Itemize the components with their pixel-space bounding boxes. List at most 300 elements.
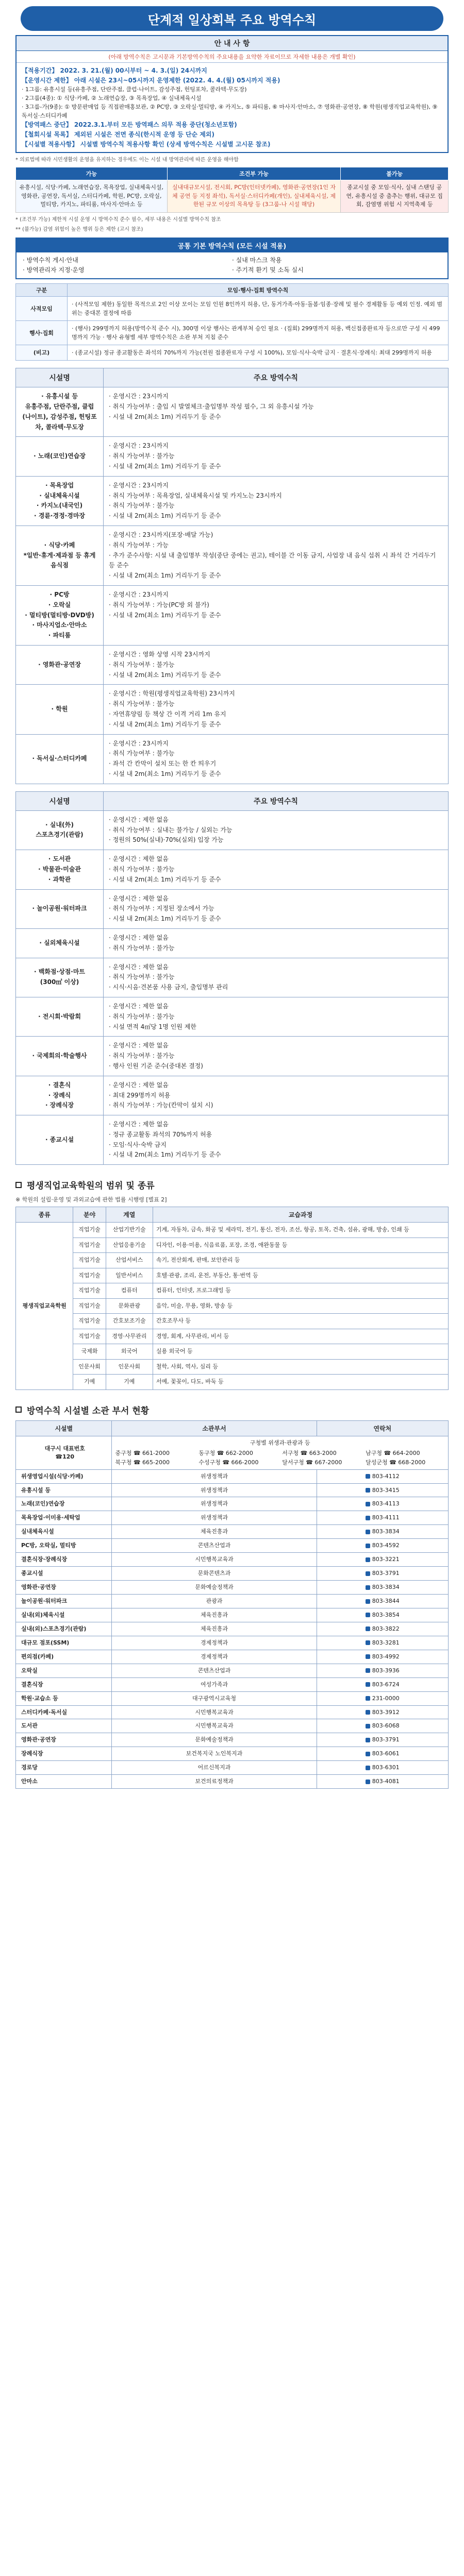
facility-rules bbox=[104, 1115, 449, 1165]
edu-header-series: 계열 bbox=[106, 1207, 153, 1223]
dept-header-dept: 소관부서 bbox=[112, 1420, 317, 1436]
facility-rule-line: · 시설 내 2m(최소 1m) 거리두기 등 준수 bbox=[109, 770, 221, 777]
dept-row bbox=[16, 1497, 449, 1511]
dept-section-title: 방역수칙 시설별 소관 부서 현황 bbox=[27, 1405, 150, 1416]
phone-icon bbox=[366, 1557, 370, 1562]
phone-icon bbox=[366, 1613, 370, 1617]
facility-rule-line: · 정규 종교활동 좌석의 70%까지 허용 bbox=[109, 1130, 212, 1138]
dept-tel-cell bbox=[317, 1636, 448, 1650]
dept-row bbox=[16, 1691, 449, 1705]
facility-rule-line: · 취식 가능여부 : 불가능 bbox=[109, 973, 175, 981]
facility-rule-line: · 시설 내 2m(최소 1m) 거리두기 등 준수 bbox=[109, 463, 221, 470]
edu-field: 직업기술 bbox=[73, 1238, 106, 1253]
facility-rules bbox=[104, 437, 449, 476]
facility-name: · 놀이공원·워터파크 bbox=[16, 889, 104, 928]
dept-tel: 803-3791 bbox=[372, 1570, 400, 1577]
facility-name: · 결혼식 · 장례식 · 장례식장 bbox=[16, 1076, 104, 1115]
edu-table bbox=[15, 1207, 449, 1390]
dept-tel-cell bbox=[317, 1553, 448, 1567]
edu-course: 디자인, 이용·미용, 식음료품, 포장, 조경, 애완동물 등 bbox=[153, 1238, 448, 1253]
facility-row bbox=[16, 646, 449, 685]
dept-tel-cell bbox=[317, 1622, 448, 1636]
rules-header-content: 모임·행사·집회 방역수칙 bbox=[68, 284, 449, 297]
stage-allowed: 유흥시설, 식당·카페, 노래연습장, 목욕장업, 실내체육시설, 영화관, 공연장, 독서실, 스터디카페, 학원, PC방, 오락실, 멀티방, 카지노, 파티룸, 마사지·안마소 등 bbox=[16, 180, 168, 213]
facility-table-1 bbox=[15, 368, 449, 784]
dept-facility: 학원·교습소 등 bbox=[16, 1691, 112, 1705]
stage-header-banned: 불가능 bbox=[341, 167, 449, 180]
dept-row bbox=[16, 1469, 449, 1483]
checkbox-square-icon bbox=[15, 1406, 22, 1413]
dept-row bbox=[16, 1761, 449, 1775]
edu-series: 산업응용기술 bbox=[106, 1238, 153, 1253]
facility-rule-line: · 운영시간 : 제한 없음 bbox=[109, 1002, 169, 1010]
facility-rule-line: · 운영시간 : 학원(평생직업교육학원) 23시까지 bbox=[109, 690, 235, 698]
stage-note-1: * (조건부 가능) 제한적 시설 운영 시 방역수칙 준수 필수, 세부 내용은 시설별 방역수칙 참조 bbox=[15, 216, 221, 223]
facility-rules bbox=[104, 646, 449, 685]
dept-tel-cell bbox=[317, 1525, 448, 1539]
facility-name: · 유흥시설 등 유흥주점, 단란주점, 클럽(나이트), 감성주점, 헌팅포차, 콜라텍·무도장 bbox=[16, 387, 104, 437]
edu-header-kind: 종류 bbox=[16, 1207, 73, 1223]
dept-tel-cell bbox=[317, 1608, 448, 1622]
facility-row bbox=[16, 1037, 449, 1076]
facility-rule-line: · 운영시간 : 제한 없음 bbox=[109, 1081, 169, 1089]
facility-row bbox=[16, 997, 449, 1036]
dept-row bbox=[16, 1581, 449, 1595]
dept-tel-cell bbox=[317, 1705, 448, 1719]
phone-icon bbox=[366, 1640, 370, 1645]
facility-rule-line: · 시설 내 2m(최소 1m) 거리두기 등 준수 bbox=[109, 1151, 221, 1159]
rules-row-text: · (종교시설) 정규 종교활동은 좌석의 70%까지 가능(전원 접종완료자 구성 시 100%), 모임·식사·숙박 금지 · 결혼식·장례식: 최대 299명까지 허용 bbox=[68, 345, 449, 361]
dept-name: 문화예술정책과 bbox=[112, 1733, 317, 1747]
edu-field: 직업기술 bbox=[73, 1329, 106, 1344]
dept-facility: 편의점(카페) bbox=[16, 1650, 112, 1664]
page-title: 단계적 일상회복 주요 방역수칙 bbox=[21, 6, 443, 31]
facility-row bbox=[16, 810, 449, 850]
facility-name: · 식당·카페 *일반·휴게·제과점 등 휴게음식점 bbox=[16, 526, 104, 586]
edu-field: 직업기술 bbox=[73, 1283, 106, 1299]
facility-rules bbox=[104, 958, 449, 997]
facility-row bbox=[16, 685, 449, 734]
edu-field: 기예 bbox=[73, 1375, 106, 1390]
guidance-line: · 3그룹-가(9종): ① 방문판매업 등 직접판매홍보관, ② PC방, ③ 오락실·멀티방, ④ 카지노, ⑤ 파티룸, ⑥ 마사지·안마소, ⑦ 영화관·공연장, ⑧ 학원(평생직업교육학원), ⑨ 독서실·스터디카페 bbox=[22, 104, 438, 120]
dept-name: 어르신복지과 bbox=[112, 1761, 317, 1775]
phone-icon bbox=[366, 1738, 370, 1742]
facility-name: · 도서관 · 박물관·미술관 · 과학관 bbox=[16, 850, 104, 889]
facility-rule-line: · 시설 면적 4㎡당 1명 인원 제한 bbox=[109, 1023, 196, 1030]
dept-tel-cell bbox=[317, 1775, 448, 1789]
dept-row bbox=[16, 1622, 449, 1636]
facility-rules bbox=[104, 526, 449, 586]
edu-course: 음악, 미술, 무용, 영화, 방송 등 bbox=[153, 1298, 448, 1314]
edu-series: 문화관광 bbox=[106, 1298, 153, 1314]
common-rules-title: 공통 기본 방역수칙 (모든 시설 적용) bbox=[16, 239, 448, 252]
stage-header-conditional: 조건부 가능 bbox=[167, 167, 341, 180]
dept-facility: 장례식장 bbox=[16, 1747, 112, 1761]
gu-contact: 달서구청 ☎ 667-2000 bbox=[282, 1459, 342, 1466]
facility-row bbox=[16, 387, 449, 437]
dept-tel: 803-4592 bbox=[372, 1542, 400, 1549]
dept-name: 대구광역시교육청 bbox=[112, 1691, 317, 1705]
edu-course: 컴퓨터, 인터넷, 프로그래밍 등 bbox=[153, 1283, 448, 1299]
dept-facility: 실내체육시설 bbox=[16, 1525, 112, 1539]
guidance-line: 【적용기간】 2022. 3. 21.(월) 00시부터 ~ 4. 3.(일) 24시까지 bbox=[22, 67, 207, 74]
dept-facility: 경로당 bbox=[16, 1761, 112, 1775]
edu-series: 외국어 bbox=[106, 1344, 153, 1360]
edu-row bbox=[16, 1314, 449, 1329]
dept-tel-cell bbox=[317, 1483, 448, 1497]
edu-row bbox=[16, 1344, 449, 1360]
edu-series: 경영·사무관리 bbox=[106, 1329, 153, 1344]
dept-row bbox=[16, 1636, 449, 1650]
dept-name: 여성가족과 bbox=[112, 1677, 317, 1691]
gu-contact: 서구청 ☎ 663-2000 bbox=[282, 1449, 337, 1456]
dept-facility: 안마소 bbox=[16, 1775, 112, 1789]
facility-rule-line: · 시식·시음·견본품 사용 금지, 출입명부 관리 bbox=[109, 984, 228, 991]
facility-name: · 백화점·상점·마트 (300㎡ 이상) bbox=[16, 958, 104, 997]
facility-rule-line: · 시설 내 2m(최소 1m) 거리두기 등 준수 bbox=[109, 572, 221, 580]
facility-name: · 독서실·스터디카페 bbox=[16, 734, 104, 784]
dept-name: 보건복지국 노인복지과 bbox=[112, 1747, 317, 1761]
facility-rule-line: · 운영시간 : 제한 없음 bbox=[109, 1042, 169, 1049]
facility-rule-line: · 시설 내 2m(최소 1m) 거리두기 등 준수 bbox=[109, 720, 221, 728]
dept-header-facility: 시설별 bbox=[16, 1420, 112, 1436]
facility-name: · 영화관·공연장 bbox=[16, 646, 104, 685]
facility-name: · 국제회의·학술행사 bbox=[16, 1037, 104, 1076]
facility-row bbox=[16, 928, 449, 958]
dept-tel: 803-3834 bbox=[372, 1528, 400, 1535]
phone-icon bbox=[366, 1766, 370, 1770]
facility-rule-line: · 취식 가능여부 : 불가능 bbox=[109, 1052, 175, 1060]
stage-note-2: ** (불가능) 감염 위험이 높은 행위 등은 제한 (고시 참조) bbox=[15, 226, 143, 232]
edu-row bbox=[16, 1238, 449, 1253]
facility-rule-line: · 최대 299명까지 허용 bbox=[109, 1091, 171, 1099]
facility-rule-line: · 취식 가능여부 : 실내는 불가능 / 실외는 가능 bbox=[109, 826, 233, 834]
facility-name: · 노래(코인)연습장 bbox=[16, 437, 104, 476]
facility-row bbox=[16, 476, 449, 526]
facility-rule-line: · 운영시간 : 23시까지(포장·배달 가능) bbox=[109, 531, 213, 539]
dept-tel-cell bbox=[317, 1497, 448, 1511]
dept-row bbox=[16, 1539, 449, 1553]
dept-name: 보건의료정책과 bbox=[112, 1775, 317, 1789]
dept-tel: 803-4111 bbox=[372, 1514, 400, 1521]
edu-series: 산업서비스 bbox=[106, 1253, 153, 1268]
edu-row bbox=[16, 1375, 449, 1390]
gu-contact: 달성군청 ☎ 668-2000 bbox=[366, 1459, 426, 1466]
phone-icon bbox=[366, 1585, 370, 1590]
dept-facility: 도서관 bbox=[16, 1719, 112, 1733]
phone-icon bbox=[366, 1654, 370, 1659]
dept-row bbox=[16, 1747, 449, 1761]
facility-rule-line: · 시설 내 2m(최소 1m) 거리두기 등 준수 bbox=[109, 413, 221, 420]
facility-header-rules: 주요 방역수칙 bbox=[104, 368, 449, 387]
facility-rule-line: · 운영시간 : 23시까지 bbox=[109, 739, 169, 747]
stage-conditional: 실내대규모시설, 전시회, PC방(인터넷카페), 영화관·공연장(1인 자체 공연 등 지정 좌석), 독서실·스터디카페(개인), 실내체육시설, 제한된 규모 이상의 목욕탕 등 (3그룹-나 시설 해당) bbox=[167, 180, 341, 213]
facility-name: · 종교시설 bbox=[16, 1115, 104, 1165]
gu-contact: 수성구청 ☎ 666-2000 bbox=[198, 1459, 259, 1466]
rules-row-label: 사적모임 bbox=[16, 297, 68, 321]
facility-rule-line: · 운영시간 : 23시까지 bbox=[109, 591, 169, 599]
facility-rule-line: · 행사 인원 기준 준수(중대본 결정) bbox=[109, 1062, 203, 1070]
facility-rules bbox=[104, 586, 449, 646]
dept-facility: 실내(외)스포츠경기(관람) bbox=[16, 1622, 112, 1636]
dept-tel: 803-3844 bbox=[372, 1598, 400, 1605]
facility-rule-line: · 운영시간 : 제한 없음 bbox=[109, 1121, 169, 1128]
rules-row bbox=[16, 297, 449, 321]
dept-tel-cell bbox=[317, 1761, 448, 1775]
common-rules-box bbox=[15, 238, 449, 279]
edu-series: 인문사회 bbox=[106, 1359, 153, 1375]
facility-rule-line: · 시설 내 2m(최소 1m) 거리두기 등 준수 bbox=[109, 671, 221, 679]
gu-contact: 남구청 ☎ 664-2000 bbox=[366, 1449, 420, 1456]
edu-group: 평생직업교육학원 bbox=[16, 1223, 73, 1390]
dept-facility: 위생영업시설(식당·카페) bbox=[16, 1469, 112, 1483]
dept-tel-cell bbox=[317, 1719, 448, 1733]
dept-tel-cell bbox=[317, 1664, 448, 1677]
facility-row bbox=[16, 958, 449, 997]
dept-facility: 영화관·공연장 bbox=[16, 1581, 112, 1595]
dept-row bbox=[16, 1567, 449, 1581]
dept-tel-cell bbox=[317, 1567, 448, 1581]
edu-field: 인문사회 bbox=[73, 1359, 106, 1375]
guidance-heading: 안 내 사 항 bbox=[16, 36, 448, 51]
edu-header-field: 분야 bbox=[73, 1207, 106, 1223]
facility-row bbox=[16, 889, 449, 928]
phone-icon bbox=[366, 1599, 370, 1604]
stage-table bbox=[15, 167, 449, 213]
common-rule-item: · 방역수칙 게시·안내 bbox=[23, 256, 78, 264]
dept-row bbox=[16, 1705, 449, 1719]
edu-section-title: 평생직업교육학원의 범위 및 종류 bbox=[27, 1181, 155, 1192]
facility-row bbox=[16, 1076, 449, 1115]
edu-field: 직업기술 bbox=[73, 1268, 106, 1283]
facility-row bbox=[16, 850, 449, 889]
phone-icon bbox=[366, 1626, 370, 1631]
facility-rule-line: · 운영시간 : 23시까지 bbox=[109, 393, 169, 400]
dept-facility: 목욕장업·이미용·세탁업 bbox=[16, 1511, 112, 1525]
dept-row bbox=[16, 1525, 449, 1539]
facility-table-2 bbox=[15, 791, 449, 1165]
facility-rule-line: · 취식 가능여부 : 불가능 bbox=[109, 944, 175, 952]
edu-row bbox=[16, 1223, 449, 1238]
facility-rules bbox=[104, 387, 449, 437]
facility-rule-line: · 운영시간 : 제한 없음 bbox=[109, 934, 169, 941]
phone-icon bbox=[366, 1516, 370, 1520]
facility-rule-line: · 모임·식사·숙박 금지 bbox=[109, 1141, 167, 1148]
facility-rules bbox=[104, 889, 449, 928]
dept-facility: 대규모 점포(SSM) bbox=[16, 1636, 112, 1650]
facility-rule-line: · 운영시간 : 23시까지 bbox=[109, 481, 169, 489]
guidance-box bbox=[15, 35, 449, 153]
dept-facility: 결혼식장·장례식장 bbox=[16, 1553, 112, 1567]
dept-facility: 유흥시설 등 bbox=[16, 1483, 112, 1497]
dept-tel-cell bbox=[317, 1469, 448, 1483]
facility-rules bbox=[104, 476, 449, 526]
dept-tel-cell bbox=[317, 1581, 448, 1595]
dept-name: 위생정책과 bbox=[112, 1497, 317, 1511]
edu-course: 서예, 꽃꽂이, 다도, 바둑 등 bbox=[153, 1375, 448, 1390]
facility-row bbox=[16, 1115, 449, 1165]
facility-rules bbox=[104, 997, 449, 1036]
edu-series: 일반서비스 bbox=[106, 1268, 153, 1283]
dept-name: 경제정책과 bbox=[112, 1636, 317, 1650]
facility-name: · 전시회·박람회 bbox=[16, 997, 104, 1036]
dept-tel: 803-4113 bbox=[372, 1500, 400, 1507]
edu-section-note: ※ 학원의 설립·운영 및 과외교습에 관한 법률 시행령 [별표 2] bbox=[15, 1196, 167, 1204]
guidance-lines bbox=[16, 63, 448, 152]
facility-rule-line: · 시설 내 2m(최소 1m) 거리두기 등 준수 bbox=[109, 875, 221, 883]
common-rules-list bbox=[16, 252, 448, 278]
gu-contacts bbox=[112, 1436, 449, 1469]
dept-tel: 803-6061 bbox=[372, 1750, 400, 1757]
dept-tel: 803-4081 bbox=[372, 1778, 400, 1785]
gu-contact: 북구청 ☎ 665-2000 bbox=[115, 1459, 170, 1466]
dept-name: 위생정책과 bbox=[112, 1469, 317, 1483]
dept-facility: 종교시설 bbox=[16, 1567, 112, 1581]
dept-tel: 803-4992 bbox=[372, 1653, 400, 1660]
phone-icon bbox=[366, 1530, 370, 1534]
facility-rule-line: · 운영시간 : 23시까지 bbox=[109, 442, 169, 450]
gu-contact: 중구청 ☎ 661-2000 bbox=[115, 1449, 170, 1456]
rules-row-text: · (사적모임 제한) 동일한 목적으로 2인 이상 모이는 모임 인원 8인까지 허용, 단, 동거가족·아동·돌봄·임종·장례 및 필수 경제활동 등 예외 인정. 예외 범위는 중대본 결정에 따름 bbox=[68, 297, 449, 321]
dept-name: 문화예술정책과 bbox=[112, 1581, 317, 1595]
facility-rule-line: · 좌석 간 칸막이 설치 또는 한 칸 띄우기 bbox=[109, 760, 217, 768]
facility-header-rules: 주요 방역수칙 bbox=[104, 791, 449, 810]
facility-row bbox=[16, 526, 449, 586]
dept-name: 문화콘텐츠과 bbox=[112, 1567, 317, 1581]
dept-name: 관광과 bbox=[112, 1595, 317, 1608]
edu-course: 간호조무사 등 bbox=[153, 1314, 448, 1329]
dept-section-heading bbox=[15, 1403, 449, 1416]
dept-name: 체육진흥과 bbox=[112, 1525, 317, 1539]
common-rule-item: · 실내 마스크 착용 bbox=[232, 256, 282, 264]
facility-name: · 학원 bbox=[16, 685, 104, 734]
gu-grid bbox=[115, 1449, 445, 1467]
dept-row bbox=[16, 1664, 449, 1677]
stage-banned: 종교시설 중 모임·식사, 실내 스탠딩 공연, 유흥시설 중 춤추는 행위, 대규모 집회, 감염병 위험 시 지역축제 등 bbox=[341, 180, 449, 213]
facility-rule-line: · 시설 내 2m(최소 1m) 거리두기 등 준수 bbox=[109, 611, 221, 619]
facility-row bbox=[16, 437, 449, 476]
dept-name: 위생정책과 bbox=[112, 1483, 317, 1497]
dept-tel-cell bbox=[317, 1511, 448, 1525]
facility-rules bbox=[104, 685, 449, 734]
dept-name: 시민행복교육과 bbox=[112, 1719, 317, 1733]
facility-header-name: 시설명 bbox=[16, 368, 104, 387]
rules-row bbox=[16, 345, 449, 361]
dept-tel: 231-0000 bbox=[372, 1694, 400, 1702]
edu-field: 직업기술 bbox=[73, 1223, 106, 1238]
phone-icon bbox=[366, 1544, 370, 1548]
facility-rule-line: · 시설 내 2m(최소 1m) 거리두기 등 준수 bbox=[109, 915, 221, 923]
dept-name: 위생정책과 bbox=[112, 1511, 317, 1525]
dept-tel: 803-6724 bbox=[372, 1681, 400, 1688]
edu-row bbox=[16, 1268, 449, 1283]
facility-rules bbox=[104, 928, 449, 958]
guidance-line: 【운영시간 제한】 아래 시설은 23시~05시까지 운영제한 (2022. 4. 4.(월) 05시까지 적용) bbox=[22, 76, 280, 84]
dept-tel: 803-3791 bbox=[372, 1736, 400, 1743]
edu-field: 직업기술 bbox=[73, 1314, 106, 1329]
dept-facility: PC방, 오락실, 멀티방 bbox=[16, 1539, 112, 1553]
edu-field: 국제화 bbox=[73, 1344, 106, 1360]
edu-series: 간호보조기술 bbox=[106, 1314, 153, 1329]
dept-row bbox=[16, 1608, 449, 1622]
edu-row bbox=[16, 1298, 449, 1314]
dept-name: 콘텐츠산업과 bbox=[112, 1664, 317, 1677]
edu-row bbox=[16, 1329, 449, 1344]
facility-rule-line: · 취식 가능여부 : 출입 시 발열체크·출입명부 작성 필수, 그 외 유흥시설 가능 bbox=[109, 403, 314, 411]
dept-name: 시민행복교육과 bbox=[112, 1705, 317, 1719]
dept-tel: 803-3854 bbox=[372, 1611, 400, 1618]
dept-facility: 영화관·공연장 bbox=[16, 1733, 112, 1747]
phone-icon bbox=[366, 1752, 370, 1756]
dept-name: 체육진흥과 bbox=[112, 1622, 317, 1636]
facility-rules bbox=[104, 1037, 449, 1076]
facility-rule-line: · 운영시간 : 제한 없음 bbox=[109, 855, 169, 863]
facility-rule-line: · 취식 가능여부 : 불가능 bbox=[109, 750, 175, 757]
guidance-line: · 2그룹(4종): ① 식당·카페, ② 노래연습장, ③ 목욕장업, ④ 실내체육시설 bbox=[22, 95, 202, 102]
dept-facility: 실내(외)체육시설 bbox=[16, 1608, 112, 1622]
facility-rule-line: · 운영시간 : 영화 상영 시작 23시까지 bbox=[109, 651, 210, 658]
edu-course: 속기, 전산회계, 판매, 보안관리 등 bbox=[153, 1253, 448, 1268]
edu-row bbox=[16, 1283, 449, 1299]
edu-field: 직업기술 bbox=[73, 1253, 106, 1268]
dept-row bbox=[16, 1650, 449, 1664]
facility-rule-line: · 취식 가능여부 : 지정된 장소에서 가능 bbox=[109, 905, 214, 912]
facility-rules bbox=[104, 1076, 449, 1115]
dept-tel-cell bbox=[317, 1733, 448, 1747]
city-hotline: 대구시 대표번호 ☎120 bbox=[16, 1436, 112, 1469]
guidance-line: 【시설별 적용사항】 시설별 방역수칙 적용사항 확인 (상세 방역수칙은 시설별 고시문 참조) bbox=[22, 140, 271, 148]
edu-row bbox=[16, 1359, 449, 1375]
edu-series: 컴퓨터 bbox=[106, 1283, 153, 1299]
dept-row bbox=[16, 1677, 449, 1691]
rules-row bbox=[16, 321, 449, 345]
facility-rule-line: · 추가 준수사항: 시설 내 출입명부 작성(중단 중에는 권고), 테이블 간 이동 금지, 사업장 내 음식 섭취 시 좌석 간 거리두기 등 준수 bbox=[109, 551, 436, 569]
dept-header-tel: 연락처 bbox=[317, 1420, 448, 1436]
facility-rule-line: · 운영시간 : 제한 없음 bbox=[109, 816, 169, 823]
dept-row bbox=[16, 1775, 449, 1789]
facility-rule-line: · 취식 가능여부 : 불가능 bbox=[109, 1012, 175, 1020]
gu-dept-note: 구청별 위생과·관광과 등 bbox=[250, 1439, 310, 1446]
dept-tel: 803-6301 bbox=[372, 1764, 400, 1771]
dept-tel-cell bbox=[317, 1595, 448, 1608]
edu-series: 기예 bbox=[106, 1375, 153, 1390]
phone-icon bbox=[366, 1710, 370, 1715]
rules-header-type: 구분 bbox=[16, 284, 68, 297]
dept-tel-cell bbox=[317, 1747, 448, 1761]
dept-row bbox=[16, 1595, 449, 1608]
phone-icon bbox=[366, 1724, 370, 1728]
dept-tel: 803-3822 bbox=[372, 1625, 400, 1632]
guidance-footnote: * 의료법에 따라 시민생활의 운영을 유지하는 경우에도 이는 시설 내 방역관리에 따른 운영을 해야함 bbox=[15, 157, 239, 163]
facility-rule-line: · 취식 가능여부 : 불가능 bbox=[109, 502, 175, 510]
dept-tel: 803-3912 bbox=[372, 1708, 400, 1716]
phone-icon bbox=[366, 1488, 370, 1493]
dept-tel: 803-3221 bbox=[372, 1556, 400, 1563]
dept-tel: 803-3936 bbox=[372, 1667, 400, 1674]
dept-facility: 오락실 bbox=[16, 1664, 112, 1677]
phone-icon bbox=[366, 1696, 370, 1701]
common-rule-item: · 주기적 환기 및 소독 실시 bbox=[232, 266, 304, 274]
gu-contact: 동구청 ☎ 662-2000 bbox=[198, 1449, 253, 1456]
stage-header-allowed: 가능 bbox=[16, 167, 168, 180]
dept-row bbox=[16, 1483, 449, 1497]
edu-series: 산업기반기술 bbox=[106, 1223, 153, 1238]
facility-rules bbox=[104, 810, 449, 850]
checkbox-square-icon bbox=[15, 1182, 22, 1188]
dept-table bbox=[15, 1420, 449, 1789]
dept-name: 경제정책과 bbox=[112, 1650, 317, 1664]
facility-rule-line: · 취식 가능여부 : 목욕장업, 실내체육시설 및 카지노는 23시까지 bbox=[109, 492, 282, 499]
